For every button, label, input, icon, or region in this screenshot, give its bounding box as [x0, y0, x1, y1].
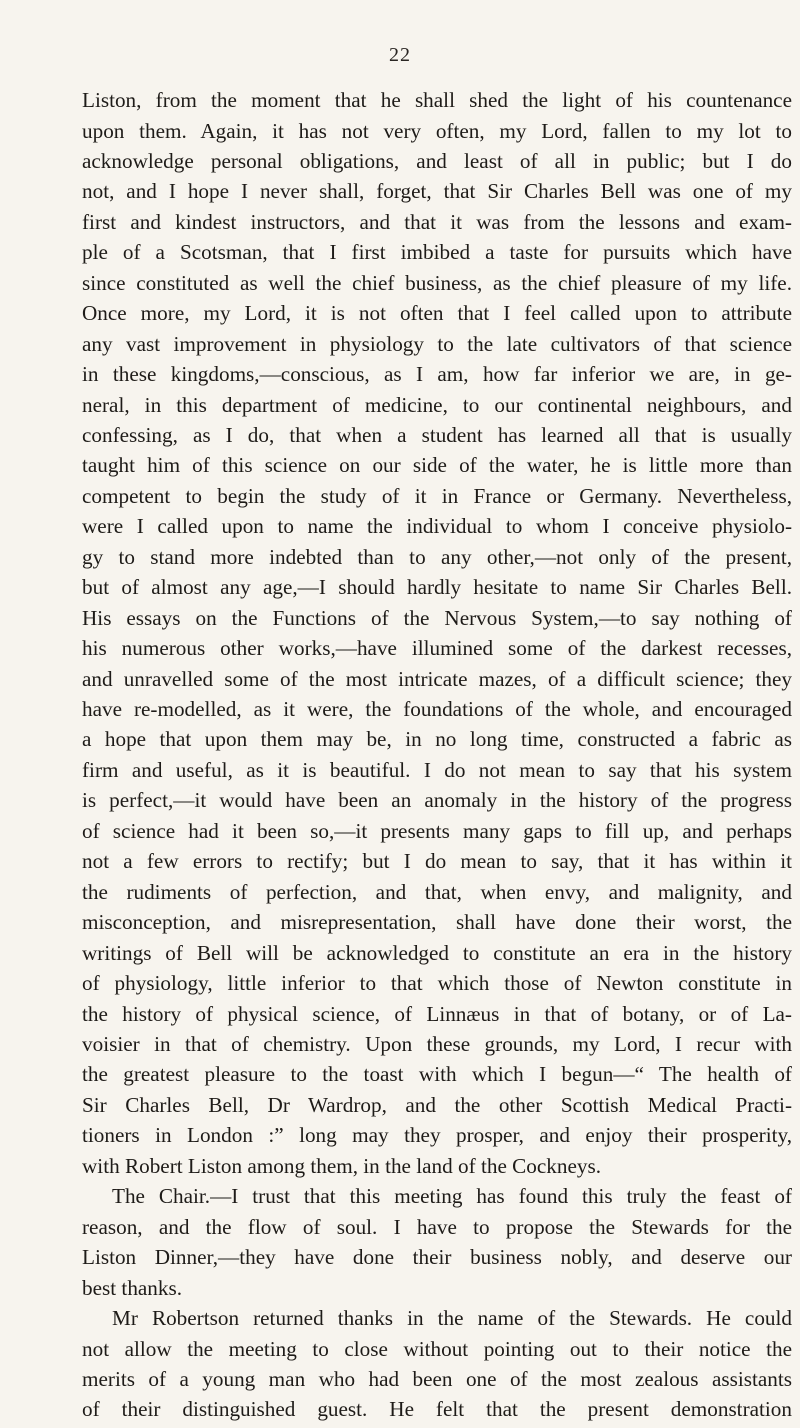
text-line: voisier in that of chemistry. Upon these grounds, my Lord, I recur with [82, 1031, 792, 1056]
text-line: upon them. Again, it has not very often, my Lord, fallen to my lot to [82, 118, 792, 143]
text-line: misconception, and misrepresentation, shall have done their worst, the [82, 910, 792, 935]
text-line: since constituted as well the chief business, as the chief pleasure of my life. [82, 270, 792, 295]
text-line: Once more, my Lord, it is not often that I feel called upon to attribute [82, 301, 792, 326]
text-line: not a few errors to rectify; but I do mean to say, that it has within it [82, 849, 792, 874]
text-line: the rudiments of perfection, and that, when envy, and malignity, and [82, 879, 792, 904]
text-line: the greatest pleasure to the toast with which I begun—“ The health of [82, 1062, 792, 1087]
text-line: reason, and the flow of soul. I have to propose the Stewards for the [82, 1214, 792, 1239]
text-line: any vast improvement in physiology to the late cultivators of that science [82, 331, 792, 356]
text-line: in these kingdoms,—conscious, as I am, how far inferior we are, in ge- [82, 362, 792, 387]
text-line: is perfect,—it would have been an anomaly in the history of the progress [82, 788, 792, 813]
text-line: of their distinguished guest. He felt that the present demonstration [82, 1397, 792, 1422]
text-line: with Robert Liston among them, in the land of the Cockneys. [82, 1153, 602, 1178]
text-line: first and kindest instructors, and that it was from the lessons and exam- [82, 209, 792, 234]
text-line: confessing, as I do, that when a student has learned all that is usually [82, 422, 792, 447]
text-line: the history of physical science, of Linnæus in that of botany, or of La- [82, 1001, 792, 1026]
text-line: Sir Charles Bell, Dr Wardrop, and the other Scottish Medical Practi- [82, 1092, 792, 1117]
text-line: but of almost any age,—I should hardly hesitate to name Sir Charles Bell. [82, 575, 792, 600]
text-line: ple of a Scotsman, that I first imbibed a taste for pursuits which have [82, 240, 792, 265]
text-line: merits of a young man who had been one of the most zealous assistants [82, 1366, 792, 1391]
text-line: not, and I hope I never shall, forget, that Sir Charles Bell was one of my [82, 179, 792, 204]
text-line: have re-modelled, as it were, the foundations of the whole, and encouraged [82, 697, 792, 721]
text-line: best thanks. [82, 1275, 183, 1300]
text-line: and unravelled some of the most intricate mazes, of a difficult science; they [82, 666, 792, 691]
text-line: taught him of this science on our side of the water, he is little more than [82, 453, 792, 478]
text-line: Mr Robertson returned thanks in the name of the Stewards. He could [112, 1306, 792, 1330]
text-line: of physiology, little inferior to that which those of Newton constitute in [82, 971, 792, 995]
text-line: acknowledge personal obligations, and least of all in public; but I do [82, 148, 792, 173]
text-line: gy to stand more indebted than to any other,—not only of the present, [82, 544, 792, 569]
text-line: of science had it been so,—it presents many gaps to fill up, and perhaps [82, 818, 792, 843]
text-line: His essays on the Functions of the Nervous System,—to say nothing of [82, 605, 792, 630]
text-line: firm and useful, as it is beautiful. I do not mean to say that his system [82, 757, 792, 782]
text-line: writings of Bell will be acknowledged to constitute an era in the history [82, 940, 792, 965]
text-line: not allow the meeting to close without pointing out to their notice the [82, 1336, 792, 1361]
text-line: were I called upon to name the individual to whom I conceive physiolo- [82, 514, 792, 539]
text-line: neral, in this department of medicine, to our continental neighbours, and [82, 392, 792, 417]
page-number: 22 [389, 44, 411, 66]
text-line: tioners in London :” long may they prosper, and enjoy their prosperity, [82, 1123, 792, 1148]
text-line: his numerous other works,—have illumined some of the darkest recesses, [82, 636, 792, 661]
text-line: The Chair.—I trust that this meeting has found this truly the feast of [112, 1184, 792, 1209]
text-line: Liston Dinner,—they have done their business nobly, and deserve our [82, 1245, 792, 1270]
text-line: competent to begin the study of it in France or Germany. Nevertheless, [82, 483, 792, 508]
text-line: a hope that upon them may be, in no long time, constructed a fabric as [82, 727, 792, 752]
text-line: Liston, from the moment that he shall shed the light of his countenance [82, 88, 792, 112]
